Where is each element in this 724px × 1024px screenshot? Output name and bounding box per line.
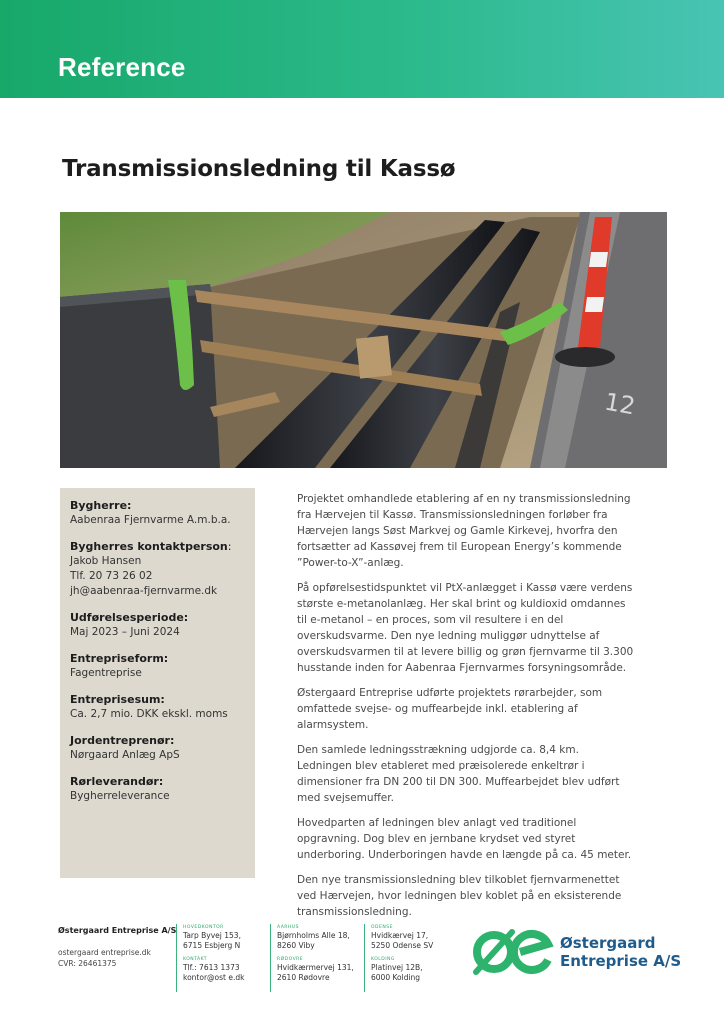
office-caption: HOVEDKONTOR <box>183 925 224 930</box>
office-address-line: 6000 Kolding <box>371 973 421 982</box>
office-caption: ODENSE <box>371 925 393 930</box>
fact-line: Fagentreprise <box>70 667 142 679</box>
page-title: Transmissionsledning til Kassø <box>62 156 456 182</box>
fact-heading: Rørleverandør: <box>70 775 164 788</box>
footer-office-head <box>176 924 244 992</box>
company-logo <box>470 922 680 982</box>
office-address-line: Bjørnholms Alle 18, <box>277 931 350 940</box>
fact-contact-person <box>70 539 255 599</box>
fact-heading: Jordentreprenør: <box>70 734 175 747</box>
office-address-line: Hvidkærmervej 131, <box>277 963 354 972</box>
project-description <box>297 491 637 929</box>
fact-contract-sum <box>70 692 255 722</box>
footer-website-link[interactable]: ostergaard entreprise.dk <box>58 948 151 957</box>
office-address-line: 8260 Viby <box>277 941 315 950</box>
fact-earthworks-contractor <box>70 733 255 763</box>
oe-logo-icon <box>470 926 554 978</box>
fact-line: Aabenraa Fjernvarme A.m.b.a. <box>70 514 231 526</box>
paragraph: Østergaard Entreprise udførte projektets rørarbejder, som omfattede svejse- og muffearbejde inkl. etablering af alarmsystem. <box>297 687 603 731</box>
svg-text:12: 12 <box>602 387 638 421</box>
office-caption: KOLDING <box>371 957 395 962</box>
fact-contract-form <box>70 651 255 681</box>
office-phone: Tlf.: 7613 1373 <box>183 963 240 972</box>
office-caption: KONTAKT <box>183 957 207 962</box>
fact-bygherre <box>70 498 255 528</box>
office-address-line: 6715 Esbjerg N <box>183 941 241 950</box>
office-caption: RØDOVRE <box>277 957 304 962</box>
office-address-line: 2610 Rødovre <box>277 973 330 982</box>
fact-line: Jakob Hansen <box>70 555 142 567</box>
fact-line: Bygherreleverance <box>70 790 170 802</box>
fact-line: jh@aabenraa-fjernvarme.dk <box>70 585 218 597</box>
footer-office-aarhus-rodovre <box>270 924 354 992</box>
fact-line: Maj 2023 – Juni 2024 <box>70 626 180 638</box>
logo-wordmark-line1: Østergaard <box>560 934 656 952</box>
paragraph: Projektet omhandlede etablering af en ny transmissionsledning fra Hærvejen til Kassø. Transmissionsledningen forløber fra Hærvejen langs Søst Markvej og Gamle Kirkevej, hvorfra den fortsætter ad Kassøvej frem til European Energy’s kommende ”Power-to-X”-anlæg. <box>297 493 631 569</box>
fact-line: Ca. 2,7 mio. DKK ekskl. moms <box>70 708 228 720</box>
fact-period <box>70 610 255 640</box>
fact-heading: Bygherre: <box>70 499 132 512</box>
office-address-line: Platinvej 12B, <box>371 963 423 972</box>
footer-cvr: CVR: 26461375 <box>58 959 117 968</box>
fact-heading: Entrepriseform: <box>70 652 169 665</box>
fact-line: Nørgaard Anlæg ApS <box>70 749 180 761</box>
fact-heading: Udførelsesperiode: <box>70 611 189 624</box>
paragraph: Den samlede ledningsstrækning udgjorde ca. 8,4 km. Ledningen blev etableret med præisolerede enkeltrør i dimensioner fra DN 200 til DN 300. Muffearbejdet blev udført med svejsemuffer. <box>297 744 620 804</box>
footer <box>0 920 724 1000</box>
fact-heading: Bygherres kontaktperson: <box>70 540 232 553</box>
office-caption: AARHUS <box>277 925 299 930</box>
office-address-line: 5250 Odense SV <box>371 941 434 950</box>
logo-wordmark-line2: Entreprise A/S <box>560 952 682 970</box>
paragraph: Den nye transmissionsledning blev tilkoblet fjernvarmenettet ved Hærvejen, hvor ledningen blev koblet på en eksisterende transmissionsledning. <box>297 874 622 918</box>
footer-company <box>58 926 176 969</box>
office-email-link[interactable]: kontor@ost e.dk <box>183 973 245 982</box>
footer-company-name: Østergaard Entreprise A/S <box>58 926 177 935</box>
fact-line: Tlf. 20 73 26 02 <box>70 570 153 582</box>
office-address-line: Tarp Byvej 153, <box>183 931 241 940</box>
office-address-line: Hvidkærvej 17, <box>371 931 429 940</box>
trench-pipes-photo <box>60 212 667 468</box>
fact-heading: Entreprisesum: <box>70 693 165 706</box>
project-facts-sidebar <box>60 488 255 878</box>
paragraph: På opførelsestidspunktet vil PtX-anlægget i Kassø være verdens største e-metanolanlæg. Her skal brint og kuldioxid omdannes til e-metanol – en proces, som vil resultere i en del overskudsvarme. Den nye ledning muliggør udnyttelse af overskudsvarmen til at levere billig og grøn fjernvarme til 3.300 husstande inden for Aabenraa Fjernvarmes forsyningsområde. <box>297 582 634 674</box>
header-band <box>0 0 724 98</box>
fact-pipe-supplier <box>70 774 255 804</box>
paragraph: Hovedparten af ledningen blev anlagt ved traditionel opgravning. Dog blev en jernbane krydset ved styret underboring. Underboringen havde en længde på ca. 45 meter. <box>297 817 632 861</box>
header-label: Reference <box>58 52 186 82</box>
footer-office-odense-kolding <box>364 924 433 992</box>
